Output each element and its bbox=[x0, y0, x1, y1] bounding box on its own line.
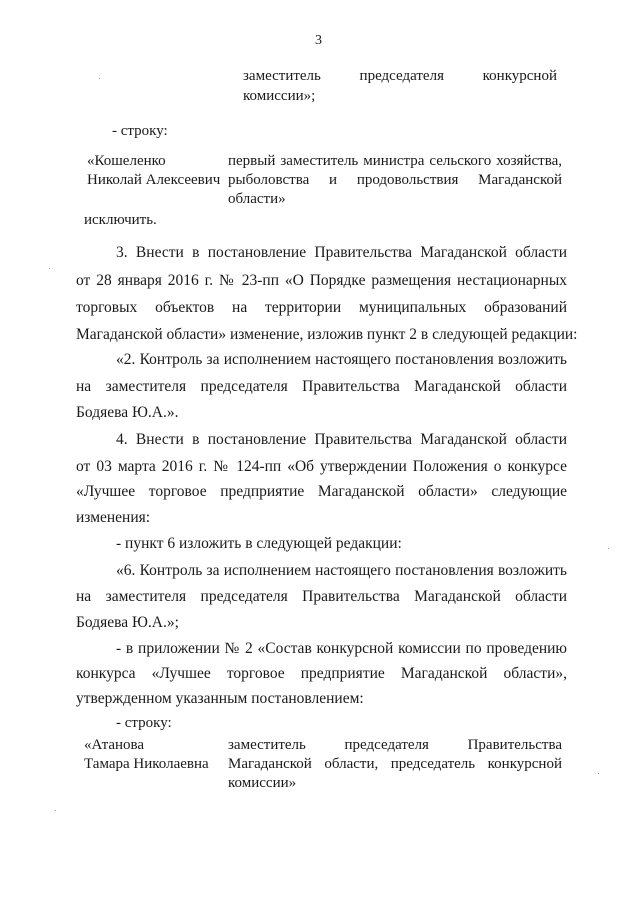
paragraph-line: на заместителя председателя Правительства Магаданской области bbox=[76, 588, 567, 605]
page-number: 3 bbox=[315, 33, 322, 48]
member-position-line: рыболовства и продовольствия Магаданской bbox=[228, 172, 562, 188]
member-name-line: «Кошеленко bbox=[87, 153, 166, 169]
member-position-line: первый заместитель министра сельского хозяйства, bbox=[228, 153, 562, 169]
member-name-line: «Атанова bbox=[84, 737, 145, 753]
position-line: заместитель председателя конкурсной bbox=[243, 68, 557, 84]
paragraph-line: «2. Контроль за исполнением настоящего постановления возложить bbox=[116, 351, 567, 368]
scan-speck bbox=[598, 773, 599, 774]
exclude-text: исключить. bbox=[84, 212, 157, 228]
paragraph-line: «6. Контроль за исполнением настоящего постановления возложить bbox=[116, 562, 567, 579]
paragraph-line: Бодяева Ю.А.»; bbox=[76, 614, 179, 631]
paragraph-line: изменения: bbox=[76, 509, 151, 526]
paragraph-line: утвержденном указанным постановлением: bbox=[76, 690, 364, 707]
paragraph-line: - пункт 6 изложить в следующей редакции: bbox=[116, 535, 402, 552]
member-position-line: заместитель председателя Правительства bbox=[228, 737, 562, 753]
scan-speck bbox=[99, 78, 100, 79]
paragraph-line: 3. Внести в постановление Правительства Магаданской области bbox=[116, 244, 567, 261]
member-name-line: Николай Алексеевич bbox=[87, 172, 221, 188]
member-position-line: Магаданской области, председатель конкурсной bbox=[228, 756, 562, 772]
scan-speck bbox=[608, 548, 609, 549]
paragraph-line: Магаданской области» изменение, изложив пункт 2 в следующей редакции: bbox=[76, 326, 578, 343]
member-name-line: Тамара Николаевна bbox=[84, 756, 209, 772]
member-position-line: области» bbox=[228, 191, 286, 207]
paragraph-line: от 28 января 2016 г. № 23-пп «О Порядке размещения нестационарных bbox=[76, 272, 567, 289]
stroke-label: - строку: bbox=[112, 123, 168, 139]
position-line: комиссии»; bbox=[243, 88, 316, 104]
paragraph-line: торговых объектов на территории муниципальных образований bbox=[76, 299, 567, 316]
paragraph-line: на заместителя председателя Правительства Магаданской области bbox=[76, 378, 567, 395]
paragraph-line: - в приложении № 2 «Состав конкурсной комиссии по проведению bbox=[116, 640, 567, 657]
paragraph-line: от 03 марта 2016 г. № 124-пп «Об утверждении Положения о конкурсе bbox=[76, 458, 567, 475]
member-position-line: комиссии» bbox=[228, 775, 297, 791]
paragraph-line: конкурса «Лучшее торговое предприятие Магаданской области», bbox=[76, 665, 567, 682]
scan-speck bbox=[49, 268, 50, 269]
scan-speck bbox=[55, 810, 56, 811]
stroke-label: - строку: bbox=[116, 715, 172, 731]
paragraph-line: 4. Внести в постановление Правительства Магаданской области bbox=[116, 431, 567, 448]
paragraph-line: Бодяева Ю.А.». bbox=[76, 404, 179, 421]
paragraph-line: «Лучшее торговое предприятие Магаданской области» следующие bbox=[76, 483, 567, 500]
